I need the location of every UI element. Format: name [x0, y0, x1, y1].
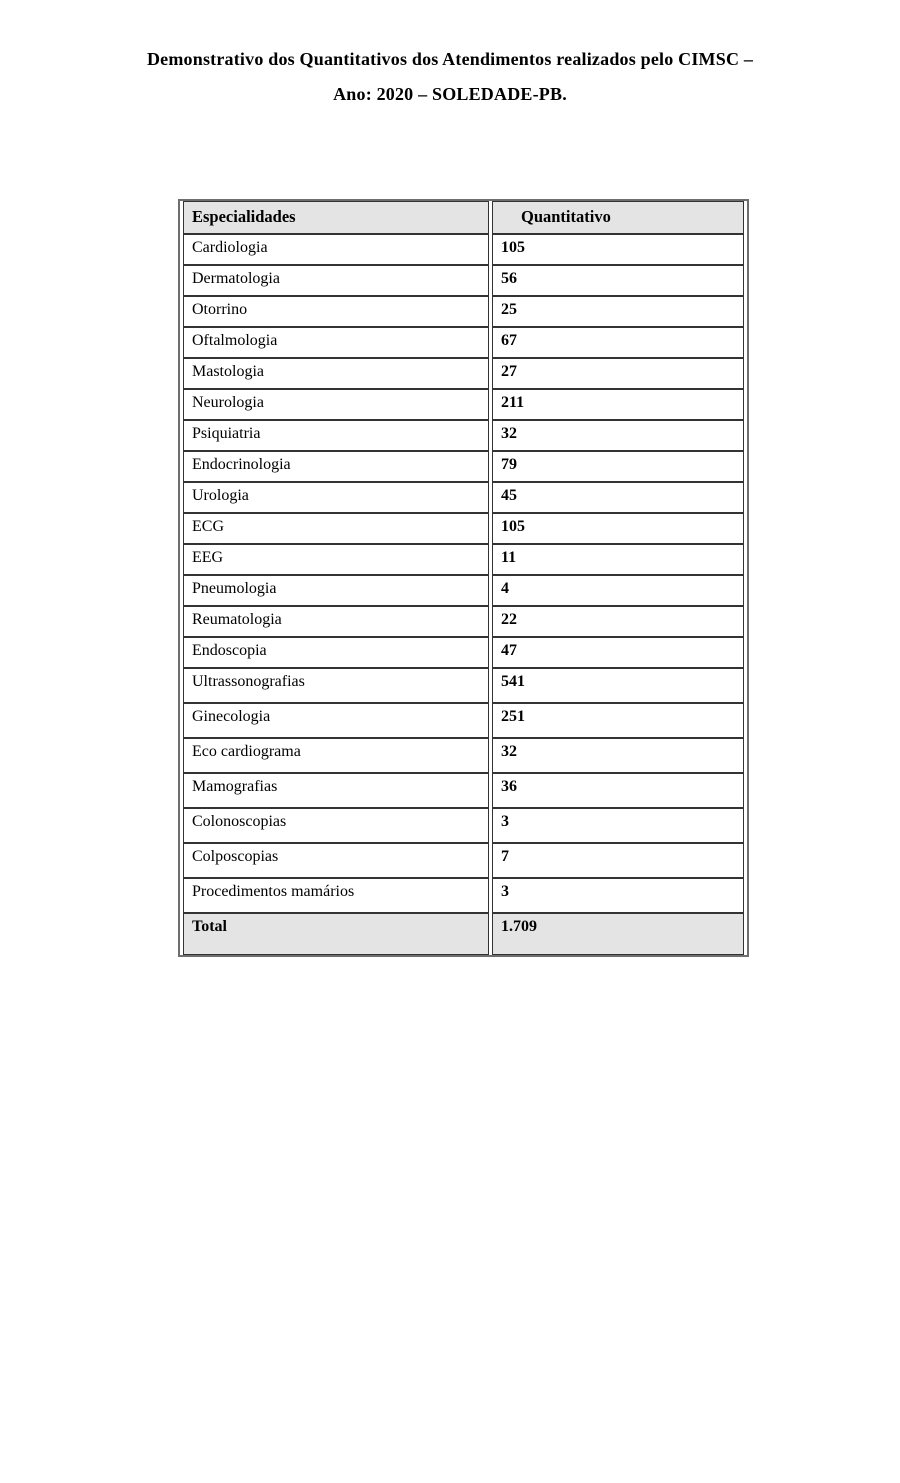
quantity-cell: 4 [492, 575, 744, 606]
table-row [183, 513, 744, 544]
document-title-line2: Ano: 2020 – SOLEDADE-PB. [333, 84, 567, 104]
specialty-cell: Endoscopia [183, 637, 489, 668]
specialty-cell: Dermatologia [183, 265, 489, 296]
table-row [183, 358, 744, 389]
column-header-especialidades: Especialidades [183, 201, 489, 234]
specialty-cell: Mastologia [183, 358, 489, 389]
table-row [183, 703, 744, 738]
quantity-cell: 27 [492, 358, 744, 389]
specialty-cell: Reumatologia [183, 606, 489, 637]
specialty-cell: Pneumologia [183, 575, 489, 606]
table-row [183, 544, 744, 575]
quantity-cell: 32 [492, 738, 744, 773]
specialty-cell: Colposcopias [183, 843, 489, 878]
table-row [183, 738, 744, 773]
specialty-cell: Mamografias [183, 773, 489, 808]
specialty-cell: Urologia [183, 482, 489, 513]
table-row [183, 575, 744, 606]
quantity-cell: 36 [492, 773, 744, 808]
specialty-cell: Eco cardiograma [183, 738, 489, 773]
quantity-cell: 3 [492, 808, 744, 843]
quantity-cell: 105 [492, 513, 744, 544]
document-title [0, 42, 900, 112]
specialty-cell: Ginecologia [183, 703, 489, 738]
total-label-cell: Total [183, 913, 489, 955]
table-row [183, 606, 744, 637]
specialty-cell: Psiquiatria [183, 420, 489, 451]
specialty-cell: Ultrassonografias [183, 668, 489, 703]
quantity-cell: 67 [492, 327, 744, 358]
table-row [183, 327, 744, 358]
specialty-cell: Endocrinologia [183, 451, 489, 482]
specialty-cell: Otorrino [183, 296, 489, 327]
quantity-cell: 105 [492, 234, 744, 265]
quantity-cell: 11 [492, 544, 744, 575]
attendance-table-container [178, 199, 749, 957]
table-row [183, 451, 744, 482]
table-row [183, 296, 744, 327]
total-value-cell: 1.709 [492, 913, 744, 955]
table-row [183, 878, 744, 913]
table-row [183, 389, 744, 420]
table-row [183, 265, 744, 296]
quantity-cell: 3 [492, 878, 744, 913]
specialty-cell: Neurologia [183, 389, 489, 420]
table-row [183, 843, 744, 878]
table-body [183, 234, 744, 913]
quantity-cell: 56 [492, 265, 744, 296]
table-row [183, 637, 744, 668]
quantity-cell: 25 [492, 296, 744, 327]
quantity-cell: 32 [492, 420, 744, 451]
quantity-cell: 45 [492, 482, 744, 513]
table-header-row [183, 201, 744, 234]
table-row [183, 234, 744, 265]
quantity-cell: 541 [492, 668, 744, 703]
quantity-cell: 79 [492, 451, 744, 482]
specialty-cell: Procedimentos mamários [183, 878, 489, 913]
document-title-line1: Demonstrativo dos Quantitativos dos Atendimentos realizados pelo CIMSC – [146, 49, 754, 69]
specialty-cell: Oftalmologia [183, 327, 489, 358]
table-row [183, 420, 744, 451]
quantity-cell: 22 [492, 606, 744, 637]
attendance-table [178, 199, 749, 957]
quantity-cell: 251 [492, 703, 744, 738]
quantity-cell: 211 [492, 389, 744, 420]
table-row [183, 482, 744, 513]
column-header-quantitativo: Quantitativo [492, 201, 744, 234]
specialty-cell: EEG [183, 544, 489, 575]
table-row [183, 668, 744, 703]
quantity-cell: 47 [492, 637, 744, 668]
quantity-cell: 7 [492, 843, 744, 878]
specialty-cell: Colonoscopias [183, 808, 489, 843]
table-row [183, 808, 744, 843]
table-row [183, 773, 744, 808]
total-row [183, 913, 744, 955]
specialty-cell: ECG [183, 513, 489, 544]
specialty-cell: Cardiologia [183, 234, 489, 265]
